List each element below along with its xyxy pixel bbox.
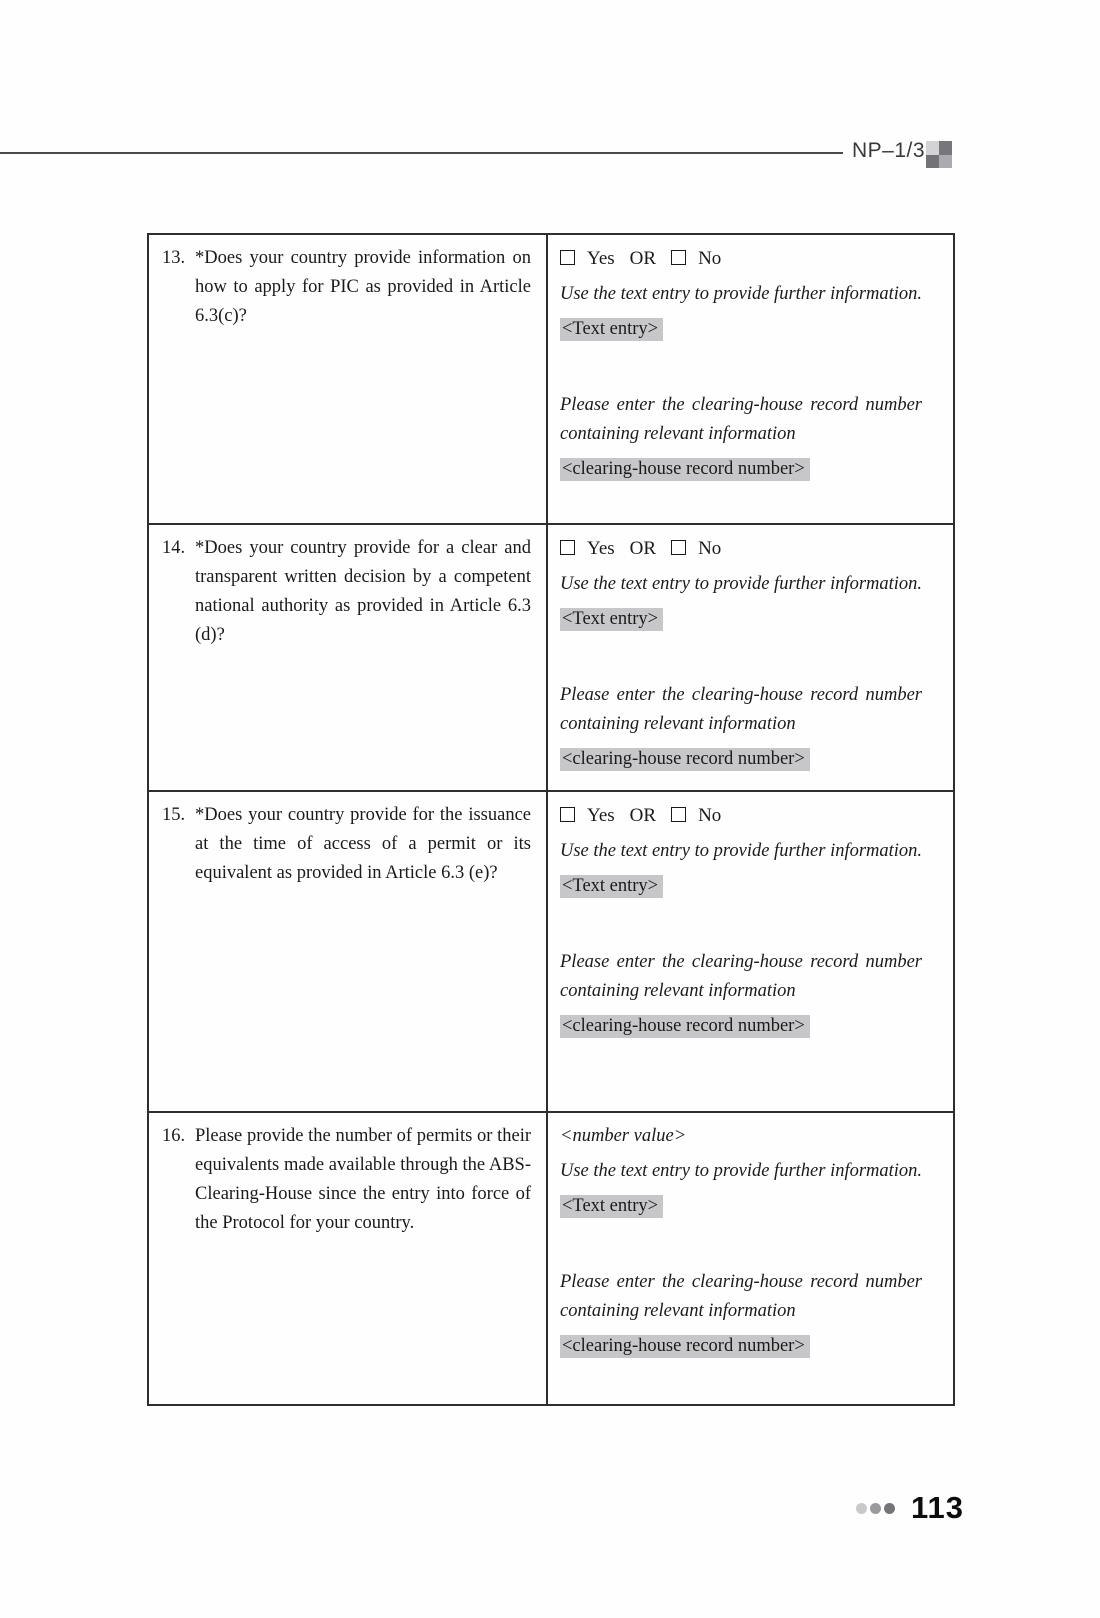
- checker-cell: [939, 155, 952, 169]
- checker-cell: [926, 155, 939, 169]
- record-number-line: [560, 745, 935, 774]
- record-number-prompt: Please enter the clearing-house record number containing relevant information: [560, 685, 922, 734]
- text-entry-line: [560, 1192, 935, 1221]
- answer-cell: [548, 525, 953, 790]
- question-cell: [149, 235, 548, 523]
- dot-icon: [870, 1503, 881, 1514]
- table-row-q16: [149, 1113, 953, 1404]
- page-number: 113: [911, 1490, 965, 1525]
- yes-no-line: [560, 244, 935, 274]
- text-entry-instruction: Use the text entry to provide further information.: [560, 284, 923, 304]
- question-number: 16.: [162, 1126, 186, 1146]
- question-table: [147, 233, 955, 1406]
- yes-no-line: [560, 801, 935, 831]
- text-entry-instruction: Use the text entry to provide further information.: [560, 841, 923, 861]
- no-label: No: [698, 538, 722, 559]
- record-number-placeholder[interactable]: <clearing-house record number>: [560, 1335, 810, 1358]
- page-footer: [856, 1492, 964, 1524]
- checker-cell: [926, 141, 939, 155]
- table-row-q15: [149, 792, 953, 1113]
- or-label: OR: [629, 805, 657, 826]
- or-label: OR: [629, 538, 657, 559]
- record-number-line: [560, 1012, 935, 1041]
- text-entry-placeholder[interactable]: <Text entry>: [560, 318, 663, 341]
- question-cell: [149, 792, 548, 1111]
- record-number-line: [560, 455, 935, 484]
- no-label: No: [698, 805, 722, 826]
- yes-checkbox[interactable]: [560, 540, 575, 555]
- record-number-placeholder[interactable]: <clearing-house record number>: [560, 748, 810, 771]
- spacer: [560, 350, 935, 391]
- yes-checkbox[interactable]: [560, 250, 575, 265]
- yes-checkbox[interactable]: [560, 807, 575, 822]
- question-text: *Does your country provide information on how to apply for PIC as provided in Article 6.3(c)?: [195, 248, 531, 326]
- text-entry-placeholder[interactable]: <Text entry>: [560, 608, 663, 631]
- question-text: *Does your country provide for a clear and transparent written decision by a competent national authority as provided in Article 6.3 (d)?: [195, 538, 531, 645]
- question-number: 15.: [162, 805, 186, 825]
- table-row-q14: [149, 525, 953, 792]
- record-number-placeholder[interactable]: <clearing-house record number>: [560, 458, 810, 481]
- answer-cell: [548, 1113, 953, 1404]
- answer-cell: [548, 792, 953, 1111]
- dot-icon: [884, 1503, 895, 1514]
- text-entry-instruction: Use the text entry to provide further information.: [560, 1161, 923, 1181]
- number-value-placeholder[interactable]: <number value>: [560, 1126, 687, 1146]
- question-cell: [149, 1113, 548, 1404]
- table-row-q13: [149, 235, 953, 525]
- text-entry-line: [560, 315, 935, 344]
- record-number-prompt: Please enter the clearing-house record number containing relevant information: [560, 1272, 922, 1321]
- no-checkbox[interactable]: [671, 250, 686, 265]
- header-rule: [0, 152, 843, 154]
- record-number-prompt: Please enter the clearing-house record number containing relevant information: [560, 395, 922, 444]
- record-number-line: [560, 1332, 935, 1361]
- text-entry-placeholder[interactable]: <Text entry>: [560, 1195, 663, 1218]
- spacer: [560, 1227, 935, 1268]
- yes-label: Yes: [587, 248, 615, 269]
- question-text: *Does your country provide for the issuance at the time of access of a permit or its equivalent as provided in Article 6.3 (e)?: [195, 805, 531, 883]
- question-cell: [149, 525, 548, 790]
- text-entry-line: [560, 872, 935, 901]
- doc-code: NP–1/3: [852, 139, 926, 162]
- yes-label: Yes: [587, 805, 615, 826]
- question-text: Please provide the number of permits or their equivalents made available through the ABS-Clearing-House since the entry into force of the Protocol for your country.: [195, 1126, 531, 1233]
- spacer: [560, 640, 935, 681]
- no-label: No: [698, 248, 722, 269]
- or-label: OR: [629, 248, 657, 269]
- yes-label: Yes: [587, 538, 615, 559]
- text-entry-instruction: Use the text entry to provide further information.: [560, 574, 923, 594]
- question-number: 13.: [162, 248, 186, 268]
- dot-icon: [856, 1503, 867, 1514]
- yes-no-line: [560, 534, 935, 564]
- text-entry-line: [560, 605, 935, 634]
- no-checkbox[interactable]: [671, 540, 686, 555]
- record-number-placeholder[interactable]: <clearing-house record number>: [560, 1015, 810, 1038]
- checker-icon: [926, 141, 952, 168]
- question-number: 14.: [162, 538, 186, 558]
- answer-cell: [548, 235, 953, 523]
- spacer: [560, 907, 935, 948]
- no-checkbox[interactable]: [671, 807, 686, 822]
- record-number-prompt: Please enter the clearing-house record number containing relevant information: [560, 952, 922, 1001]
- text-entry-placeholder[interactable]: <Text entry>: [560, 875, 663, 898]
- checker-cell: [939, 141, 952, 155]
